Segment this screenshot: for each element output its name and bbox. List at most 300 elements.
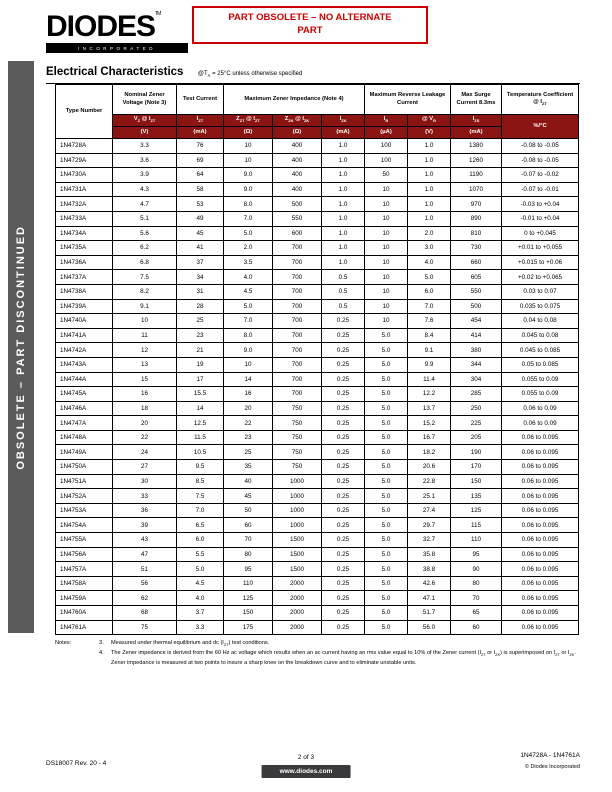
obsolete-sidebar-text: OBSOLETE – PART DISCONTINUED (15, 224, 27, 470)
table-row (56, 182, 579, 197)
value-cell: 170 (451, 460, 502, 475)
part-number-cell: 1N4731A (56, 182, 113, 197)
table-row (56, 503, 579, 518)
value-cell: 0.25 (322, 547, 365, 562)
value-cell: 80 (451, 576, 502, 591)
value-cell: 500 (273, 197, 322, 212)
symbol-izs: $I_{ZS}$ (451, 115, 502, 127)
part-number-cell: 1N4760A (56, 606, 113, 621)
value-cell: 1.0 (322, 255, 365, 270)
unit-zzt: (Ω) (224, 127, 273, 139)
value-cell: 32.7 (408, 533, 451, 548)
symbol-vz: $V_Z$ @ $I_{ZT}$ (113, 115, 177, 127)
value-cell: 0.25 (322, 416, 365, 431)
table-row (56, 474, 579, 489)
value-cell: 9.5 (177, 460, 224, 475)
value-cell: 9.9 (408, 357, 451, 372)
value-cell: 12.5 (177, 416, 224, 431)
value-cell: 400 (273, 139, 322, 154)
value-cell: 18 (113, 401, 177, 416)
value-cell: 150 (451, 474, 502, 489)
col-header-nominal-zener-voltage: Nominal Zener Voltage (Note 3) (113, 85, 177, 115)
value-cell: 0.06 to 0.09 (502, 416, 579, 431)
unit-izk: (mA) (322, 127, 365, 139)
value-cell: 730 (451, 241, 502, 256)
note-number: 4. (99, 649, 104, 656)
value-cell: 0.25 (322, 474, 365, 489)
logo-wordmark: DIODES (46, 10, 156, 43)
table-row (56, 620, 579, 635)
value-cell: 380 (451, 343, 502, 358)
value-cell: 0.06 to 0.095 (502, 547, 579, 562)
part-number-cell: 1N4749A (56, 445, 113, 460)
value-cell: 1190 (451, 168, 502, 183)
value-cell: 4.0 (177, 591, 224, 606)
col-header-temp-coefficient: Temperature Coefficient @ $I_{ZT}$ (502, 85, 579, 115)
value-cell: 5.0 (365, 562, 408, 577)
value-cell: 28 (177, 299, 224, 314)
value-cell: 0.06 to 0.095 (502, 620, 579, 635)
value-cell: 31 (177, 284, 224, 299)
value-cell: 0.04 to 0.08 (502, 314, 579, 329)
col-header-max-reverse-leakage: Maximum Reverse Leakage Current (365, 85, 451, 115)
copyright-notice: © Diodes Incorporated (524, 764, 580, 770)
value-cell: 14 (224, 372, 273, 387)
unit-ir: (μA) (365, 127, 408, 139)
value-cell: 25 (177, 314, 224, 329)
part-number-cell: 1N4740A (56, 314, 113, 329)
value-cell: 9.0 (224, 343, 273, 358)
part-number-cell: 1N4728A (56, 139, 113, 154)
value-cell: 0.25 (322, 576, 365, 591)
note-text: The Zener impedance is derived from the 60 Hz ac voltage which results when an ac current having an rms value equal to 10% of the Zener current ($I_{ZT}$ or $I_{ZK}$) is superimposed on $I_{ZT}$ or $I_{ZK}$. Zener impedance is measured at two points to insure a sharp knee on the breakdown curve and to eliminate unstable units. (111, 649, 576, 666)
symbol-zzt: $Z_{ZT}$ @ $I_{ZT}$ (224, 115, 273, 127)
value-cell: 4.5 (177, 576, 224, 591)
notes-label: Notes: (55, 640, 72, 646)
value-cell: 225 (451, 416, 502, 431)
value-cell: 1.0 (408, 211, 451, 226)
value-cell: 1.0 (408, 182, 451, 197)
value-cell: 0.25 (322, 343, 365, 358)
part-number-cell: 1N4748A (56, 430, 113, 445)
value-cell: 454 (451, 314, 502, 329)
notes-section (55, 639, 579, 667)
value-cell: 0.25 (322, 445, 365, 460)
value-cell: 0.06 to 0.095 (502, 430, 579, 445)
value-cell: 3.5 (224, 255, 273, 270)
value-cell: 1380 (451, 139, 502, 154)
value-cell: 5.0 (365, 372, 408, 387)
value-cell: 5.1 (113, 211, 177, 226)
section-title-row (46, 62, 580, 84)
value-cell: 0.25 (322, 401, 365, 416)
value-cell: 0.06 to 0.095 (502, 474, 579, 489)
part-number-cell: 1N4739A (56, 299, 113, 314)
value-cell: 0.06 to 0.09 (502, 401, 579, 416)
value-cell: 70 (224, 533, 273, 548)
table-row (56, 343, 579, 358)
value-cell: 1070 (451, 182, 502, 197)
value-cell: 0.06 to 0.095 (502, 489, 579, 504)
value-cell: 5.0 (408, 270, 451, 285)
value-cell: 5.0 (365, 606, 408, 621)
part-number-cell: 1N4741A (56, 328, 113, 343)
value-cell: 500 (451, 299, 502, 314)
value-cell: 700 (273, 387, 322, 402)
value-cell: 6.8 (113, 255, 177, 270)
value-cell: 60 (224, 518, 273, 533)
notes-label-spacer (55, 649, 99, 667)
table-header-symbols (56, 115, 579, 127)
value-cell: 0.25 (322, 372, 365, 387)
page-title: Electrical Characteristics (46, 66, 184, 78)
table-row (56, 460, 579, 475)
value-cell: 24 (113, 445, 177, 460)
value-cell: 2000 (273, 576, 322, 591)
value-cell: 0.06 to 0.095 (502, 503, 579, 518)
note-item (55, 639, 579, 649)
part-number-cell: 1N4751A (56, 474, 113, 489)
value-cell: 22 (224, 416, 273, 431)
col-header-test-current: Test Current (177, 85, 224, 115)
value-cell: 37 (177, 255, 224, 270)
value-cell: 1000 (273, 489, 322, 504)
value-cell: 4.0 (224, 270, 273, 285)
value-cell: 0.055 to 0.09 (502, 372, 579, 387)
electrical-characteristics-table (55, 84, 579, 635)
value-cell: 125 (451, 503, 502, 518)
value-cell: 5.0 (365, 416, 408, 431)
value-cell: 4.7 (113, 197, 177, 212)
value-cell: 15 (113, 372, 177, 387)
value-cell: 56.0 (408, 620, 451, 635)
value-cell: 47 (113, 547, 177, 562)
table-row (56, 401, 579, 416)
unit-zzk: (Ω) (273, 127, 322, 139)
value-cell: 3.3 (113, 139, 177, 154)
value-cell: 660 (451, 255, 502, 270)
part-number-cell: 1N4732A (56, 197, 113, 212)
value-cell: 10 (365, 284, 408, 299)
value-cell: 970 (451, 197, 502, 212)
value-cell: 700 (273, 255, 322, 270)
value-cell: 7.0 (408, 299, 451, 314)
value-cell: 750 (273, 445, 322, 460)
value-cell: 25 (224, 445, 273, 460)
value-cell: 70 (451, 591, 502, 606)
table-row (56, 576, 579, 591)
table-row (56, 153, 579, 168)
value-cell: 135 (451, 489, 502, 504)
table-row (56, 606, 579, 621)
value-cell: 13.7 (408, 401, 451, 416)
value-cell: 5.0 (177, 562, 224, 577)
value-cell: 51.7 (408, 606, 451, 621)
value-cell: 400 (273, 153, 322, 168)
value-cell: 700 (273, 299, 322, 314)
value-cell: 1500 (273, 547, 322, 562)
obsolete-banner: PART OBSOLETE – NO ALTERNATE PART (192, 6, 428, 44)
value-cell: 0.06 to 0.095 (502, 606, 579, 621)
value-cell: 1260 (451, 153, 502, 168)
value-cell: 1000 (273, 518, 322, 533)
part-number-cell: 1N4737A (56, 270, 113, 285)
value-cell: 10 (365, 255, 408, 270)
value-cell: 5.0 (365, 430, 408, 445)
value-cell: 0.25 (322, 430, 365, 445)
value-cell: 0.035 to 0.075 (502, 299, 579, 314)
value-cell: 35.8 (408, 547, 451, 562)
value-cell: 10 (365, 270, 408, 285)
value-cell: 13 (113, 357, 177, 372)
value-cell: 1.0 (322, 211, 365, 226)
value-cell: 47.1 (408, 591, 451, 606)
table-row (56, 430, 579, 445)
table-row (56, 299, 579, 314)
value-cell: 20 (113, 416, 177, 431)
part-number-cell: 1N4757A (56, 562, 113, 577)
value-cell: 21 (177, 343, 224, 358)
value-cell: 62 (113, 591, 177, 606)
value-cell: 7.5 (113, 270, 177, 285)
value-cell: 23 (177, 328, 224, 343)
value-cell: 5.0 (365, 445, 408, 460)
value-cell: 550 (451, 284, 502, 299)
value-cell: 27.4 (408, 503, 451, 518)
part-number-cell: 1N4742A (56, 343, 113, 358)
table-row (56, 211, 579, 226)
value-cell: 1.0 (322, 168, 365, 183)
table-row (56, 562, 579, 577)
value-cell: 0.25 (322, 562, 365, 577)
value-cell: 3.0 (408, 241, 451, 256)
unit-izt: (mA) (177, 127, 224, 139)
value-cell: 285 (451, 387, 502, 402)
part-number-cell: 1N4758A (56, 576, 113, 591)
value-cell: 40 (224, 474, 273, 489)
value-cell: 190 (451, 445, 502, 460)
document-reference: DS18007 Rev. 20 - 4 (46, 760, 107, 767)
part-number-cell: 1N4752A (56, 489, 113, 504)
diodes-logo (46, 12, 188, 53)
value-cell: 1.0 (408, 153, 451, 168)
value-cell: 6.0 (177, 533, 224, 548)
part-number-cell: 1N4734A (56, 226, 113, 241)
value-cell: 0.045 to 0.085 (502, 343, 579, 358)
table-row (56, 168, 579, 183)
value-cell: 22 (113, 430, 177, 445)
value-cell: 16.7 (408, 430, 451, 445)
col-header-max-zener-impedance: Maximum Zener Impedance (Note 4) (224, 85, 365, 115)
value-cell: 100 (365, 139, 408, 154)
value-cell: 90 (451, 562, 502, 577)
value-cell: 49 (177, 211, 224, 226)
unit-vr: (V) (408, 127, 451, 139)
value-cell: 700 (273, 270, 322, 285)
value-cell: 68 (113, 606, 177, 621)
value-cell: 2000 (273, 591, 322, 606)
value-cell: 1.0 (322, 153, 365, 168)
part-number-cell: 1N4747A (56, 416, 113, 431)
value-cell: 0.06 to 0.095 (502, 591, 579, 606)
page-number: 2 of 3 (297, 754, 315, 761)
value-cell: 30 (113, 474, 177, 489)
value-cell: 6.2 (113, 241, 177, 256)
table-row (56, 489, 579, 504)
note-text: Measured under thermal equilibrium and dc $(I_{ZT})$ test conditions. (111, 640, 270, 648)
table-row (56, 139, 579, 154)
value-cell: -0.01 to +0.04 (502, 211, 579, 226)
value-cell: 5.0 (365, 503, 408, 518)
value-cell: 344 (451, 357, 502, 372)
table-row (56, 387, 579, 402)
value-cell: 22.8 (408, 474, 451, 489)
value-cell: 27 (113, 460, 177, 475)
table-row (56, 518, 579, 533)
value-cell: 750 (273, 416, 322, 431)
value-cell: 3.7 (177, 606, 224, 621)
value-cell: 11.4 (408, 372, 451, 387)
value-cell: 0.25 (322, 328, 365, 343)
part-number-cell: 1N4755A (56, 533, 113, 548)
value-cell: 3.6 (113, 153, 177, 168)
value-cell: 0.06 to 0.095 (502, 445, 579, 460)
value-cell: 1.0 (322, 241, 365, 256)
value-cell: 9.0 (224, 182, 273, 197)
value-cell: 0.25 (322, 518, 365, 533)
value-cell: 5.0 (365, 533, 408, 548)
table-row (56, 314, 579, 329)
value-cell: 51 (113, 562, 177, 577)
table-row (56, 328, 579, 343)
value-cell: 69 (177, 153, 224, 168)
value-cell: 700 (273, 314, 322, 329)
value-cell: 16 (224, 387, 273, 402)
value-cell: 3.9 (113, 168, 177, 183)
value-cell: 110 (451, 533, 502, 548)
value-cell: 10.5 (177, 445, 224, 460)
value-cell: 1.0 (408, 139, 451, 154)
value-cell: 0.06 to 0.095 (502, 576, 579, 591)
logo-incorporated-bar: INCORPORATED (46, 43, 188, 53)
value-cell: 10 (365, 241, 408, 256)
value-cell: 8.4 (408, 328, 451, 343)
value-cell: -0.07 to -0.01 (502, 182, 579, 197)
value-cell: 1.0 (322, 182, 365, 197)
value-cell: 700 (273, 284, 322, 299)
value-cell: 5.0 (365, 387, 408, 402)
value-cell: -0.08 to -0.05 (502, 139, 579, 154)
value-cell: 100 (365, 153, 408, 168)
value-cell: 10 (365, 314, 408, 329)
table-row (56, 533, 579, 548)
value-cell: 2.0 (408, 226, 451, 241)
value-cell: 4.3 (113, 182, 177, 197)
value-cell: 12 (113, 343, 177, 358)
value-cell: 10 (224, 153, 273, 168)
value-cell: 0.25 (322, 460, 365, 475)
value-cell: 65 (451, 606, 502, 621)
value-cell: 175 (224, 620, 273, 635)
note-number: 3. (99, 640, 104, 646)
value-cell: 8.5 (177, 474, 224, 489)
value-cell: 41 (177, 241, 224, 256)
value-cell: 43 (113, 533, 177, 548)
col-header-type-number: Type Number (56, 85, 113, 139)
value-cell: -0.03 to +0.04 (502, 197, 579, 212)
value-cell: 2.0 (224, 241, 273, 256)
value-cell: 39 (113, 518, 177, 533)
part-number-cell: 1N4754A (56, 518, 113, 533)
website-link[interactable]: www.diodes.com (262, 765, 351, 778)
part-number-cell: 1N4753A (56, 503, 113, 518)
part-number-cell: 1N4745A (56, 387, 113, 402)
value-cell: 8.0 (224, 197, 273, 212)
value-cell: 64 (177, 168, 224, 183)
value-cell: 95 (451, 547, 502, 562)
symbol-zzk: $Z_{ZK}$ @ $I_{ZK}$ (273, 115, 322, 127)
value-cell: 18.2 (408, 445, 451, 460)
value-cell: +0.015 to +0.06 (502, 255, 579, 270)
value-cell: 125 (224, 591, 273, 606)
value-cell: 4.0 (408, 255, 451, 270)
part-number-cell: 1N4761A (56, 620, 113, 635)
note-item (55, 649, 579, 667)
table-header-units (56, 127, 579, 139)
value-cell: 2000 (273, 620, 322, 635)
logo-brand-text (46, 12, 188, 42)
value-cell: 7.6 (408, 314, 451, 329)
value-cell: 29.7 (408, 518, 451, 533)
value-cell: 95 (224, 562, 273, 577)
table-row (56, 357, 579, 372)
value-cell: 250 (451, 401, 502, 416)
value-cell: 36 (113, 503, 177, 518)
symbol-vr: @ $V_R$ (408, 115, 451, 127)
value-cell: 5.0 (365, 328, 408, 343)
value-cell: 7.5 (177, 489, 224, 504)
part-number-cell: 1N4736A (56, 255, 113, 270)
value-cell: 0.25 (322, 314, 365, 329)
logo-trademark: TM (155, 11, 161, 17)
value-cell: 11.5 (177, 430, 224, 445)
value-cell: 11 (113, 328, 177, 343)
value-cell: 56 (113, 576, 177, 591)
value-cell: 9.1 (113, 299, 177, 314)
value-cell: 6.0 (408, 284, 451, 299)
value-cell: 0.25 (322, 533, 365, 548)
part-number-cell: 1N4738A (56, 284, 113, 299)
table-row (56, 445, 579, 460)
value-cell: 10 (113, 314, 177, 329)
unit-izs: (mA) (451, 127, 502, 139)
value-cell: 20 (224, 401, 273, 416)
value-cell: 700 (273, 357, 322, 372)
value-cell: 50 (365, 168, 408, 183)
value-cell: 205 (451, 430, 502, 445)
value-cell: 50 (224, 503, 273, 518)
value-cell: 605 (451, 270, 502, 285)
value-cell: -0.07 to -0.02 (502, 168, 579, 183)
table-body (56, 139, 579, 635)
value-cell: -0.08 to -0.05 (502, 153, 579, 168)
value-cell: 1000 (273, 503, 322, 518)
value-cell: 550 (273, 211, 322, 226)
value-cell: 700 (273, 328, 322, 343)
value-cell: 6.5 (177, 518, 224, 533)
part-number-cell: 1N4744A (56, 372, 113, 387)
value-cell: 5.0 (365, 343, 408, 358)
